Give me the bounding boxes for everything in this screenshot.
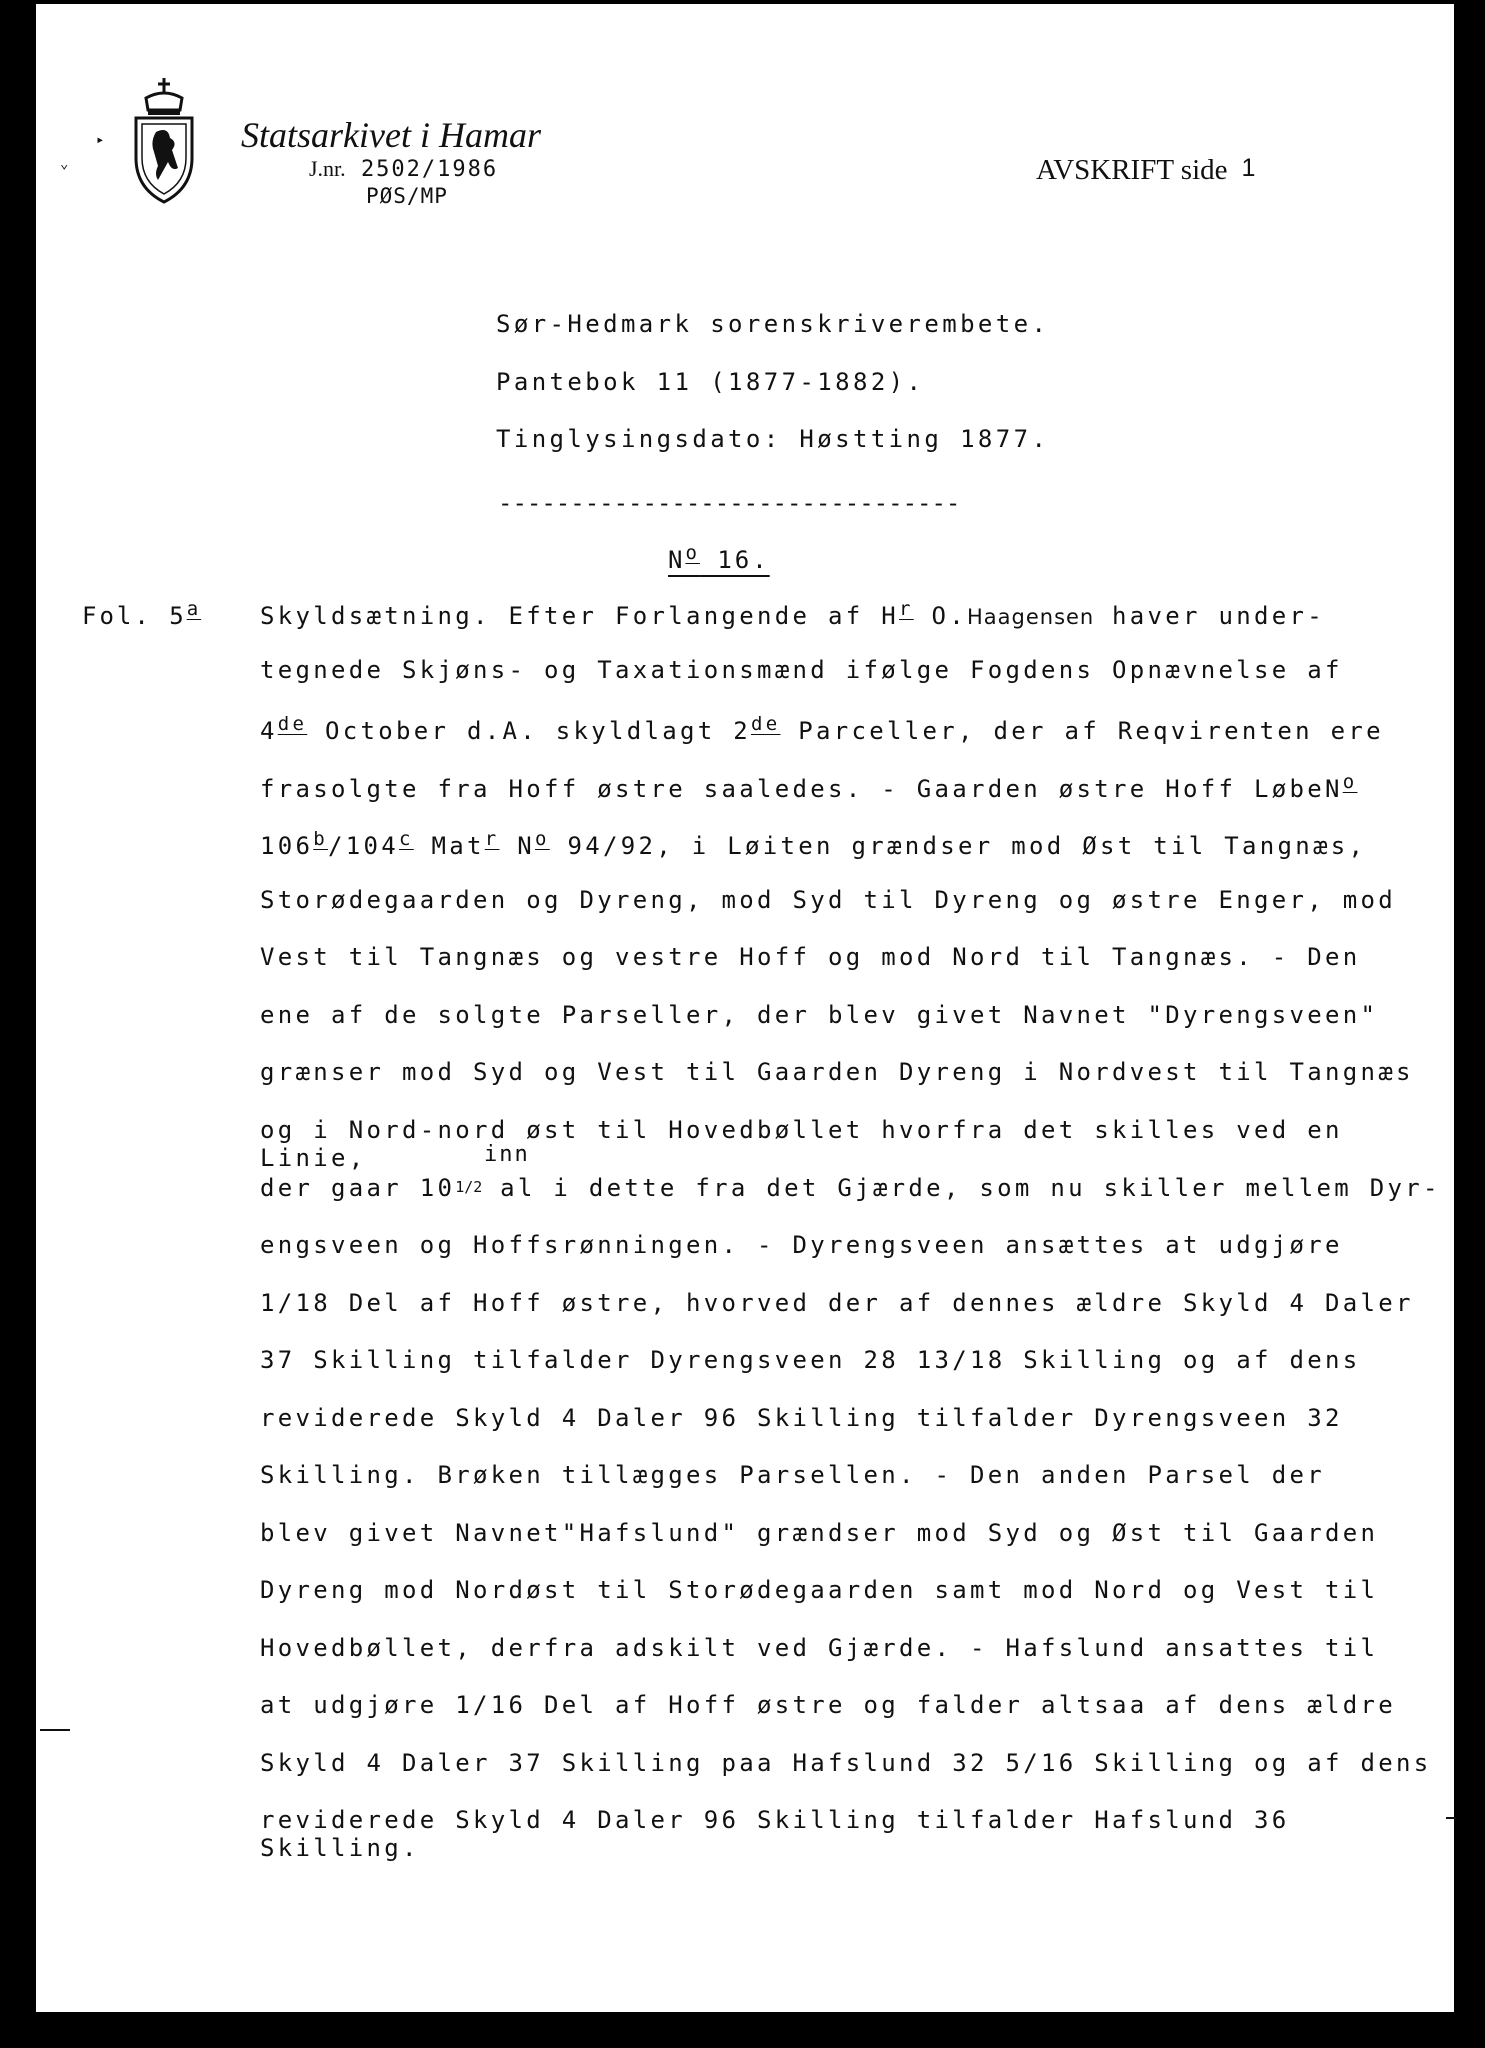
text-line: ene af de solgte Parseller, der blev givet Navnet "Dyrengsveen" (260, 1001, 1379, 1029)
journal-number-label: J.nr. (309, 156, 346, 181)
text-line: engsveen og Hoffsrønningen. - Dyrengsveen ansættes at udgjøre (260, 1231, 1343, 1259)
text-line: Storødegaarden og Dyreng, mod Syd til Dyreng og østre Enger, mod (260, 886, 1396, 914)
avskrift-text: AVSKRIFT side (1036, 154, 1228, 186)
handwritten-insertion: inn (484, 1142, 530, 1167)
text-line: Skilling. Brøken tillægges Parsellen. - Den anden Parsel der (260, 1461, 1325, 1489)
text-line: grænser mod Syd og Vest til Gaarden Dyreng i Nordvest til Tangnæs (260, 1058, 1414, 1086)
separator-line: -------------------------------- (498, 489, 961, 517)
margin-dash (40, 1729, 70, 1731)
margin-mark: ⌄ (60, 156, 69, 172)
text-line: 4de October d.A. skyldlagt 2de Parceller, der af Reqvirenten ere (260, 713, 1384, 745)
text-line: Skyld 4 Daler 37 Skilling paa Hafslund 32 5/16 Skilling og af dens (260, 1749, 1432, 1777)
entry-number: $N^o$ 16. (668, 542, 770, 574)
text-line: der gaar 101/2 al i dette fra det Gjærde, som nu skiller mellem Dyr- (260, 1174, 1441, 1202)
text-line: Hovedbøllet, derfra adskilt ved Gjærde. - Hafslund ansattes til (260, 1634, 1379, 1662)
norwegian-coat-of-arms-icon (128, 76, 200, 206)
journal-number-value: 2502/1986 (360, 157, 499, 182)
text-line: Vest til Tangnæs og vestre Hoff og mod Nord til Tangnæs. - Den (260, 943, 1361, 971)
document-page (36, 4, 1454, 2012)
text-line: reviderede Skyld 4 Daler 96 Skilling tilfalder Hafslund 36 Skilling. (260, 1806, 1290, 1862)
page-number: 1 (1241, 154, 1256, 182)
avskrift-label (1036, 154, 1255, 187)
folio-reference: Fol. 5$^a$ (82, 598, 202, 630)
edge-dash (1446, 1817, 1456, 1819)
text-line: frasolgte fra Hoff østre saaledes. - Gaarden østre Hoff LøbeN$^o$ (260, 771, 1358, 803)
text-line: og i Nord-nord øst til Hovedbøllet hvorfra det skilles ved en Linie, (260, 1116, 1343, 1172)
initials: PØS/MP (366, 184, 448, 208)
heading-line: Sør-Hedmark sorenskriverembete. (496, 310, 1050, 338)
heading-line: Tinglysingsdato: Høstting 1877. (496, 425, 1050, 453)
text-line: Skyldsætning. Efter Forlangende af $H^r$ O.Haagensen haver under- (260, 598, 1325, 630)
text-line: 106$^b$/104$^c$ Mat$^r$ $N^o$ 94/92, i Løiten grændser mod Øst til Tangnæs, (260, 828, 1367, 860)
margin-mark: ▸ (96, 132, 105, 148)
text-line: Dyreng mod Nordøst til Storødegaarden samt mod Nord og Vest til (260, 1576, 1379, 1604)
text-line: reviderede Skyld 4 Daler 96 Skilling tilfalder Dyrengsveen 32 (260, 1404, 1343, 1432)
text-line: 1/18 Del af Hoff østre, hvorved der af dennes ældre Skyld 4 Daler (260, 1289, 1414, 1317)
text-line: at udgjøre 1/16 Del af Hoff østre og falder altsaa af dens ældre (260, 1691, 1396, 1719)
journal-number (309, 156, 498, 182)
text-line: blev givet Navnet"Hafslund" grændser mod Syd og Øst til Gaarden (260, 1519, 1379, 1547)
text-line: tegnede Skjøns- og Taxationsmænd ifølge Fogdens Opnævnelse af (260, 656, 1343, 684)
text-line: 37 Skilling tilfalder Dyrengsveen 28 13/18 Skilling og af dens (260, 1346, 1361, 1374)
heading-line: Pantebok 11 (1877-1882). (496, 368, 925, 396)
archive-name: Statsarkivet i Hamar (241, 115, 541, 155)
